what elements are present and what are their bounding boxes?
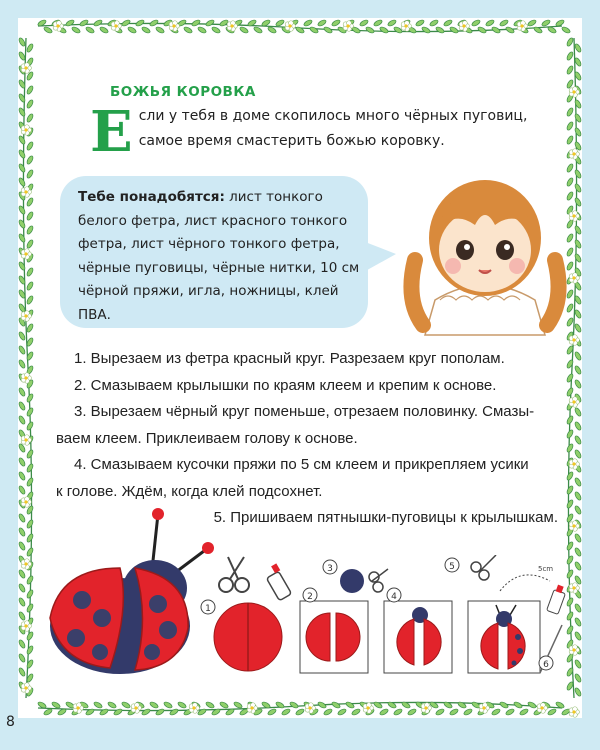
vine-leaf [26, 603, 34, 613]
vine-leaf [127, 26, 137, 34]
vine-leaf [26, 43, 34, 53]
vine-leaf [295, 26, 305, 34]
glue-bottle-icon [266, 563, 291, 600]
vine-leaf [18, 653, 26, 663]
vine-leaf [121, 701, 131, 709]
vine-leaf [149, 19, 159, 27]
vine-leaf [93, 701, 103, 709]
vine-leaf [574, 309, 582, 319]
vine-leaf [574, 687, 582, 697]
materials-text [78, 186, 363, 327]
vine-leaf [407, 708, 417, 716]
vine-leaf [345, 701, 355, 709]
vine-leaf [513, 701, 523, 709]
vine-leaf [566, 37, 574, 47]
intro-text: сли у тебя в доме скопилось много чёрных пуговиц, самое время смастерить божью коровку. [138, 108, 528, 149]
vine-leaf [359, 19, 369, 27]
vine-leaf [239, 26, 249, 34]
vine-leaf [18, 345, 26, 355]
vine-leaf [519, 708, 529, 716]
vine-flower [569, 707, 579, 718]
diagram-number-5: 5 [449, 562, 455, 572]
vine-leaf [574, 421, 582, 431]
vine-leaf [309, 26, 319, 34]
vine-leaf [26, 85, 34, 95]
vine-leaf [295, 708, 305, 716]
vine-leaf [18, 471, 26, 481]
vine-leaf [566, 485, 574, 495]
vine-leaf [435, 26, 445, 34]
vine-leaf [574, 197, 582, 207]
step-2: 2. Смазываем крылышки по краям клеем и крепим к основе. [74, 376, 497, 394]
vine-leaf [289, 701, 299, 709]
vine-leaf [18, 667, 26, 677]
vine-leaf [317, 19, 327, 27]
diagram-number-1: 1 [205, 604, 211, 614]
vine-leaf [303, 19, 313, 27]
vine-leaf [26, 295, 34, 305]
vine-leaf [331, 701, 341, 709]
vine-leaf [574, 505, 582, 515]
vine-leaf [26, 211, 34, 221]
vine-leaf [18, 205, 26, 215]
vine-leaf [205, 19, 215, 27]
vine-leaf [331, 19, 341, 27]
vine-leaf [541, 19, 551, 27]
vine-leaf [26, 407, 34, 417]
materials-label: Тебе понадобятся: [78, 189, 225, 205]
vine-leaf [574, 239, 582, 249]
vine-leaf [18, 415, 26, 425]
intro-paragraph [90, 99, 530, 165]
vine-leaf [26, 421, 34, 431]
vine-leaf [205, 701, 215, 709]
vine-leaf [51, 701, 61, 709]
vine-leaf [485, 19, 495, 27]
vine-leaf [26, 575, 34, 585]
vine-leaf [566, 541, 574, 551]
vine-leaf [26, 645, 34, 655]
vine-leaf [18, 597, 26, 607]
vine-leaf [449, 708, 459, 716]
step-3: 3. Вырезаем чёрный круг поменьше, отрезаем половинку. Смазы- [74, 403, 535, 420]
steps-diagram [200, 555, 580, 685]
vine-leaf [393, 708, 403, 716]
vine-leaf [491, 708, 501, 716]
vine-leaf [527, 701, 537, 709]
vine-leaf [373, 701, 383, 709]
vine-leaf [26, 99, 34, 109]
vine-leaf [219, 701, 229, 709]
vine-leaf [18, 639, 26, 649]
vine-leaf [26, 155, 34, 165]
vine-leaf [435, 708, 445, 716]
vine-leaf [18, 163, 26, 173]
vine-flower [169, 21, 179, 32]
vine-leaf [18, 485, 26, 495]
vine-leaf [26, 533, 34, 543]
vine-leaf [99, 26, 109, 34]
step-3-cont: ваем клеем. Приклеиваем голову к основе. [56, 429, 358, 447]
vine-leaf [561, 26, 571, 34]
vine-leaf [26, 141, 34, 151]
vine-leaf [18, 331, 26, 341]
vine-leaf [211, 26, 221, 34]
step-1: 1. Вырезаем из фетра красный круг. Разрезаем круг пополам. [74, 350, 505, 367]
vine-leaf [505, 708, 515, 716]
vine-leaf [65, 19, 75, 27]
vine-leaf [574, 407, 582, 417]
vine-leaf [18, 107, 26, 117]
vine-leaf [18, 261, 26, 271]
vine-leaf [18, 135, 26, 145]
vine-leaf [317, 701, 327, 709]
vine-leaf [169, 708, 179, 716]
vine-leaf [26, 197, 34, 207]
vine-leaf [26, 631, 34, 641]
materials-list: лист тонкого белого фетра, лист красного тонкого фетра, лист чёрного тонкого фетра, чёрные пуговицы, чёрные нитки, 10 см чёрной пряжи, игла, ножницы, клей ПВА. [78, 189, 360, 323]
vine-leaf [26, 393, 34, 403]
vine-leaf [566, 443, 574, 453]
vine-leaf [566, 471, 574, 481]
vine-leaf [463, 708, 473, 716]
page-title: БОЖЬЯ КОРОВКА [110, 84, 256, 100]
vine-leaf [18, 457, 26, 467]
bubble-tail [360, 240, 400, 280]
vine-leaf [26, 323, 34, 333]
vine-leaf [155, 26, 165, 34]
vine-leaf [365, 26, 375, 34]
vine-leaf [574, 127, 582, 137]
vine-leaf [18, 233, 26, 243]
vine-leaf [566, 51, 574, 61]
vine-leaf [566, 499, 574, 509]
vine-leaf [71, 26, 81, 34]
vine-leaf [443, 19, 453, 27]
vine-leaf [566, 107, 574, 117]
vine-leaf [43, 708, 53, 716]
vine-leaf [323, 26, 333, 34]
vine-leaf [574, 183, 582, 193]
vine-leaf [26, 281, 34, 291]
vine-leaf [574, 365, 582, 375]
vine-leaf [499, 19, 509, 27]
vine-leaf [566, 429, 574, 439]
diagram-number-6: 6 [543, 660, 549, 670]
diagram-number-2: 2 [307, 592, 313, 602]
vine-leaf [429, 19, 439, 27]
vine-leaf [18, 177, 26, 187]
vine-leaf [505, 26, 515, 34]
vine-leaf [574, 253, 582, 263]
vine-leaf [26, 239, 34, 249]
page-number: 8 [6, 714, 15, 730]
vine-leaf [415, 19, 425, 27]
vine-leaf [26, 477, 34, 487]
vine-leaf [26, 547, 34, 557]
vine-leaf [566, 415, 574, 425]
vine-leaf [499, 701, 509, 709]
vine-leaf [191, 19, 201, 27]
vine-leaf [323, 708, 333, 716]
vine-leaf [387, 19, 397, 27]
vine-leaf [574, 351, 582, 361]
vine-leaf [107, 701, 117, 709]
vine-leaf [574, 169, 582, 179]
vine-leaf [574, 435, 582, 445]
vine-leaf [275, 19, 285, 27]
vine-leaf [527, 19, 537, 27]
vine-leaf [337, 708, 347, 716]
vine-leaf [379, 26, 389, 34]
diagram-number-4: 4 [391, 592, 397, 602]
vine-leaf [85, 26, 95, 34]
vine-leaf [471, 19, 481, 27]
vine-leaf [113, 708, 123, 716]
vine-leaf [141, 26, 151, 34]
vine-leaf [421, 26, 431, 34]
vine-leaf [18, 359, 26, 369]
vine-leaf [26, 267, 34, 277]
scissors-icon [219, 557, 249, 592]
vine-leaf [566, 387, 574, 397]
vine-leaf [18, 401, 26, 411]
vine-leaf [26, 169, 34, 179]
step-4: 4. Смазываем кусочки пряжи по 5 см клеем и прикрепляем усики [74, 456, 529, 473]
steps-list [56, 346, 566, 532]
vine-leaf [233, 701, 243, 709]
ladybug-illustration [40, 508, 220, 678]
vine-leaf [135, 19, 145, 27]
drop-cap: Е [90, 99, 133, 165]
vine-leaf [141, 708, 151, 716]
vine-leaf [26, 589, 34, 599]
vine-leaf [18, 219, 26, 229]
vine-leaf [26, 113, 34, 123]
vine-leaf [281, 708, 291, 716]
vine-leaf [566, 373, 574, 383]
vine-leaf [491, 26, 501, 34]
vine-leaf [197, 26, 207, 34]
vine-leaf [121, 19, 131, 27]
vine-leaf [18, 611, 26, 621]
vine-leaf [574, 477, 582, 487]
vine-leaf [574, 449, 582, 459]
vine-leaf [18, 513, 26, 523]
vine-leaf [574, 225, 582, 235]
vine-leaf [566, 121, 574, 131]
vine-leaf [99, 708, 109, 716]
vine-leaf [477, 26, 487, 34]
girl-illustration [395, 150, 575, 340]
vine-leaf [18, 583, 26, 593]
vine-leaf [253, 26, 263, 34]
vine-leaf [373, 19, 383, 27]
step-4-cont: к голове. Ждём, когда клей подсохнет. [56, 482, 323, 500]
vine-leaf [267, 708, 277, 716]
vine-leaf [163, 701, 173, 709]
vine-leaf [574, 99, 582, 109]
vine-leaf [574, 323, 582, 333]
vine-leaf [43, 26, 53, 34]
vine-leaf [93, 19, 103, 27]
vine-leaf [566, 65, 574, 75]
vine-leaf [457, 701, 467, 709]
vine-leaf [79, 19, 89, 27]
vine-leaf [18, 569, 26, 579]
vine-leaf [18, 527, 26, 537]
vine-leaf [18, 37, 26, 47]
vine-leaf [566, 135, 574, 145]
vine-leaf [26, 463, 34, 473]
vine-leaf [85, 708, 95, 716]
vine-leaf [26, 519, 34, 529]
vine-leaf [26, 225, 34, 235]
vine-leaf [351, 708, 361, 716]
vine-leaf [177, 701, 187, 709]
step-5: 5. Пришиваем пятнышки-пуговицы к крылышкам. [213, 509, 558, 526]
vine-leaf [449, 26, 459, 34]
vine-leaf [183, 26, 193, 34]
vine-leaf [574, 533, 582, 543]
vine-leaf [574, 491, 582, 501]
vine-leaf [566, 359, 574, 369]
vine-leaf [26, 449, 34, 459]
vine-leaf [574, 113, 582, 123]
vine-leaf [547, 708, 557, 716]
vine-leaf [18, 387, 26, 397]
vine-leaf [149, 701, 159, 709]
vine-leaf [574, 379, 582, 389]
diagram-number-3: 3 [327, 564, 333, 574]
vine-leaf [18, 149, 26, 159]
vine-leaf [18, 541, 26, 551]
vine-leaf [379, 708, 389, 716]
vine-leaf [155, 708, 165, 716]
diagram-note: 5cm [538, 565, 554, 573]
